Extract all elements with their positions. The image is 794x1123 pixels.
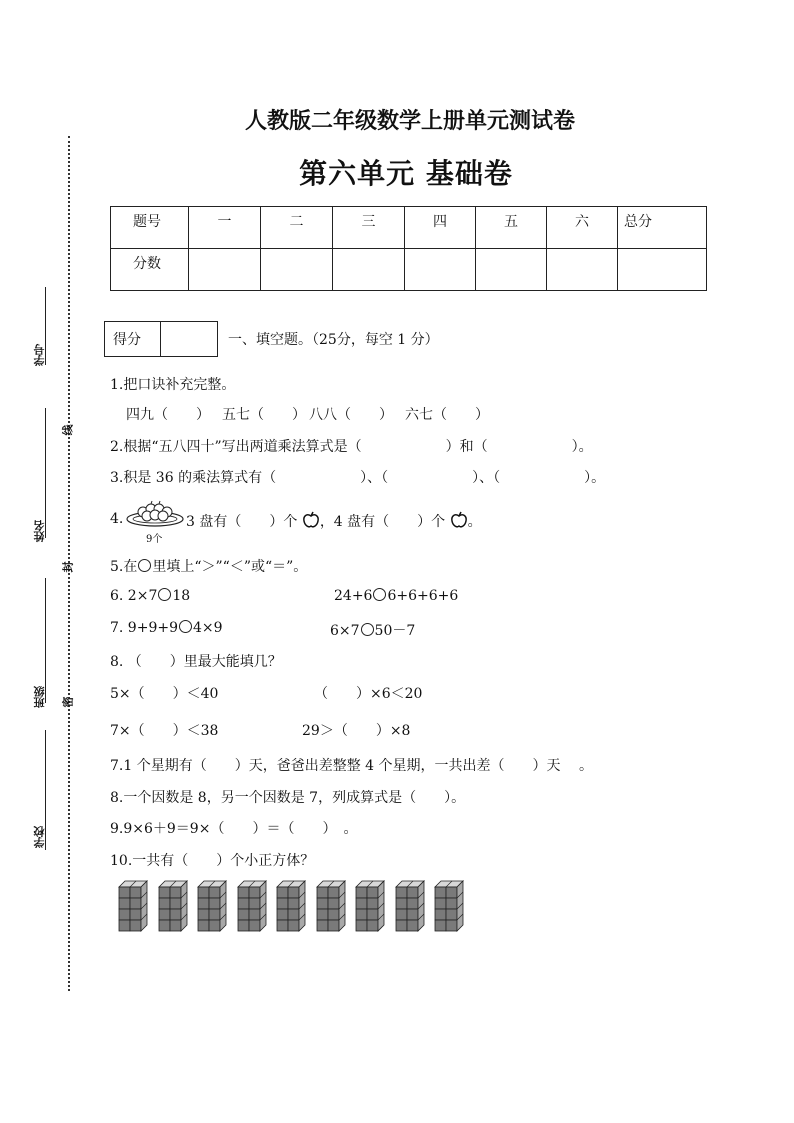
compare-circle[interactable] — [361, 623, 374, 636]
q5-text-a: 5.在 — [110, 559, 138, 575]
question-2: 2.根据“五八四十”写出两道乘法算式是（ ）和（ ）。 — [110, 439, 593, 455]
plate-count-label: 9个 — [146, 534, 163, 545]
score-cell[interactable] — [547, 249, 618, 291]
q1-item-1: 四九（ ） — [126, 407, 210, 423]
section-heading: 一、填空题。（25分，每空 1 分） — [228, 332, 439, 348]
q6a-left: 6. 2×7 — [110, 588, 158, 604]
q5-text-b: 里填上“＞”“＜”或“＝”。 — [152, 559, 308, 575]
q6b-left: 24+6 — [334, 588, 373, 604]
question-6b — [334, 588, 458, 604]
question-4-text — [186, 511, 482, 531]
header-cell-3: 三 — [333, 207, 405, 249]
q7a-right: 4×9 — [193, 620, 223, 636]
section-score-divider — [160, 322, 161, 356]
header-cell-5: 五 — [476, 207, 547, 249]
q1-item-2: 五七（ ） — [222, 407, 306, 423]
q7b-right: 50－7 — [374, 623, 416, 639]
apple-icon — [302, 511, 320, 529]
compare-circle[interactable] — [158, 588, 171, 601]
score-cell[interactable] — [405, 249, 476, 291]
question-5 — [110, 556, 307, 576]
header-cell-2: 二 — [261, 207, 333, 249]
cube-stack — [316, 880, 356, 940]
question-3: 3.积是 36 的乘法算式有（ ）、（ ）、（ ）。 — [110, 470, 606, 486]
question-4 — [110, 511, 123, 527]
q4-number: 4. — [110, 511, 124, 527]
seal-seal-char: 封 — [61, 561, 75, 573]
cube-stack — [355, 880, 395, 940]
q1-item-3: 八八（ ） — [309, 407, 393, 423]
section-score-label: 得分 — [113, 332, 141, 348]
cube-stack — [118, 880, 158, 940]
cube-stack — [395, 880, 435, 940]
score-cell[interactable] — [261, 249, 333, 291]
question-1: 1.把口诀补充完整。 — [110, 377, 236, 393]
score-cell[interactable] — [333, 249, 405, 291]
question-cubes: 10.一共有（ ）个小正方体？ — [110, 853, 315, 869]
exam-title: 人教版二年级数学上册单元测试卷 — [244, 109, 575, 134]
section-score-box — [104, 321, 218, 357]
apple-icon — [450, 511, 468, 529]
q7a-left: 7. 9+9+9 — [110, 620, 178, 636]
cube-stack — [237, 880, 277, 940]
question-week: 7.1 个星期有（ ）天，爸爸出差整整 4 个星期，一共出差（ ）天 。 — [110, 758, 593, 774]
q1-item-4: 六七（ ） — [405, 407, 489, 423]
question-8: 8. （ ）里最大能填几？ — [110, 654, 282, 670]
header-cell-1: 一 — [189, 207, 261, 249]
question-7a — [110, 620, 223, 636]
seal-line-char: 线 — [61, 424, 75, 436]
q7b-left: 6×7 — [330, 623, 360, 639]
compare-circle — [138, 559, 151, 572]
compare-circle[interactable] — [373, 588, 386, 601]
compare-circle[interactable] — [179, 620, 192, 633]
q6a-right: 18 — [172, 588, 191, 604]
header-cell-4: 四 — [405, 207, 476, 249]
question-7b — [330, 620, 415, 640]
cube-stack — [434, 880, 474, 940]
cube-stack — [197, 880, 237, 940]
class-label: 班级 — [33, 686, 46, 708]
q8-item-c: 7×（ ）＜38 — [110, 723, 219, 739]
header-cell-6: 六 — [547, 207, 618, 249]
score-row-label: 分数 — [111, 249, 189, 291]
cube-stack — [276, 880, 316, 940]
q6b-right: 6+6+6+6 — [387, 588, 459, 604]
q4-part-a: 3 盘有（ ）个 — [186, 514, 298, 530]
score-cell[interactable] — [618, 249, 707, 291]
header-cell-label: 题号 — [111, 207, 189, 249]
q4-part-b: ，4 盘有（ ）个 — [319, 514, 446, 530]
q8-item-b: （ ）×6＜20 — [314, 686, 423, 702]
name-line — [45, 408, 46, 538]
q8-item-a: 5×（ ）＜40 — [110, 686, 219, 702]
school-label: 学校 — [33, 826, 46, 848]
student-no-label: 学号 — [33, 344, 46, 366]
score-table — [110, 206, 707, 291]
seal-secret-char: 密 — [61, 696, 75, 708]
question-6a — [110, 588, 190, 604]
score-cell[interactable] — [476, 249, 547, 291]
header-cell-total: 总分 — [618, 207, 707, 249]
question-factors: 8.一个因数是 8，另一个因数是 7，列成算式是（ ）。 — [110, 790, 466, 806]
name-label: 姓名 — [33, 520, 46, 542]
class-line — [45, 578, 46, 703]
question-equation: 9.9×6＋9＝9×（ ）＝（ ） 。 — [110, 821, 358, 837]
cube-stack — [158, 880, 198, 940]
q4-end: 。 — [467, 514, 482, 530]
score-cell[interactable] — [189, 249, 261, 291]
exam-subtitle: 第六单元 基础卷 — [299, 157, 513, 190]
q8-item-d: 29＞（ ）×8 — [302, 723, 411, 739]
